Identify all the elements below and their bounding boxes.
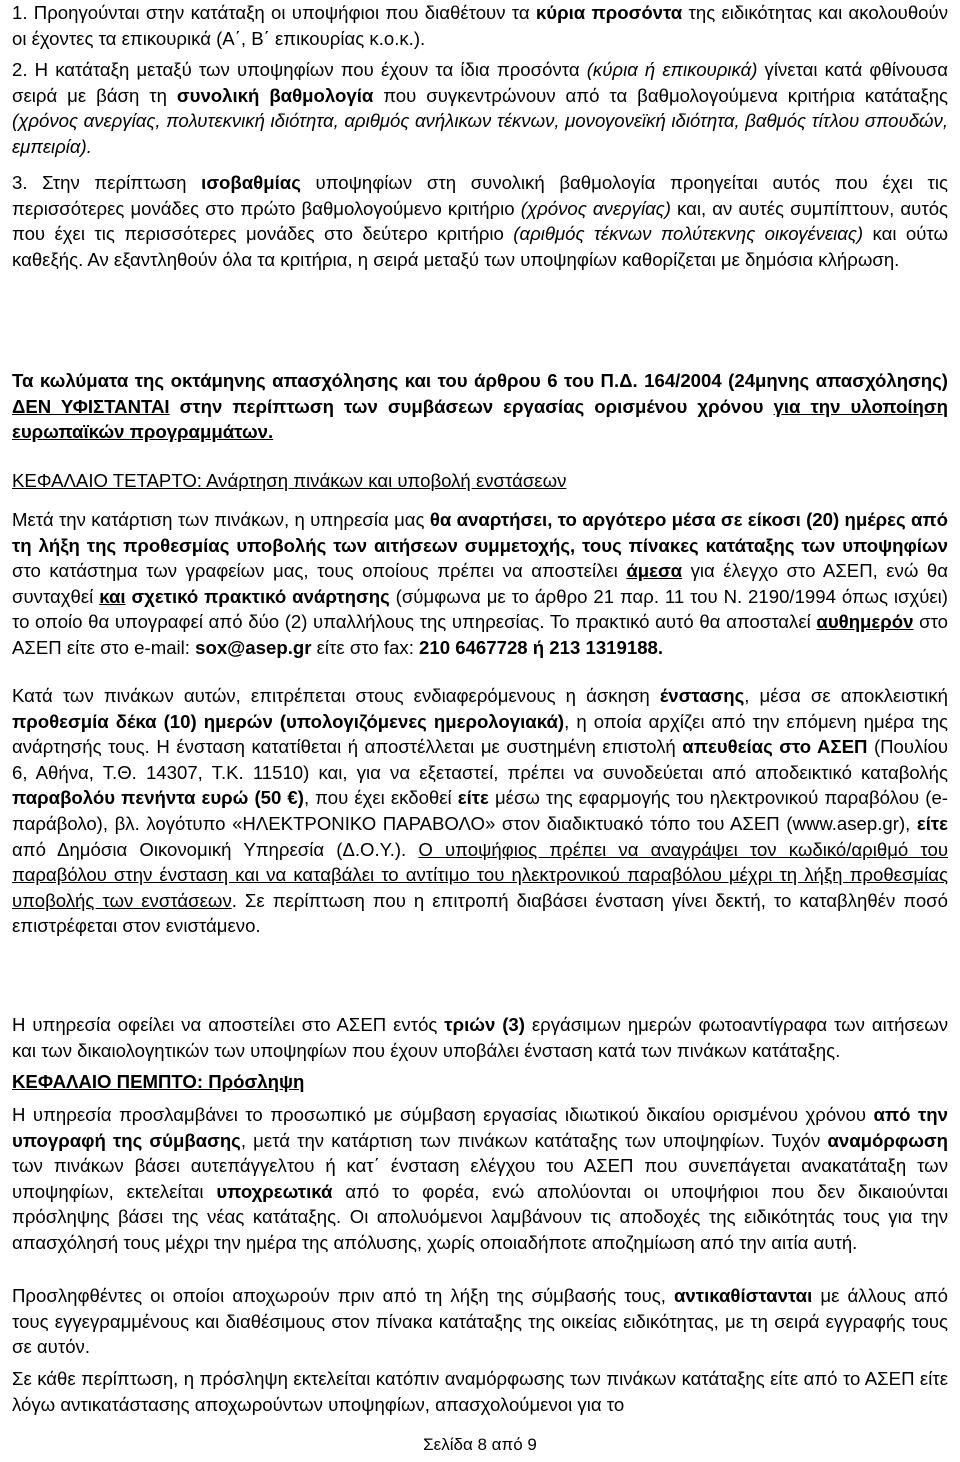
emphasis-main-qualifications: κύρια προσόντα	[535, 2, 683, 23]
fax-numbers: 210 6467728 ή 213 1319188.	[419, 636, 664, 658]
emphasis-tie: ισοβαθμίας	[201, 172, 301, 193]
paragraph-ranking-1: 1. Προηγούνται στην κατάταξη οι υποψήφιοι που διαθέτουν τα κύρια προσόντα της ειδικότητας και ακολουθούν οι έχοντες τα επικουρικά (Α΄, Β΄ επικουρίας κ.ο.κ.).	[12, 2, 948, 49]
chapter-4-paragraph-3: Η υπηρεσία οφείλει να αποστείλει στο ΑΣΕΠ εντός τριών (3) εργάσιμων ημερών φωτοαντίγραφα των αιτήσεων και των δικαιολογητικών των υποψηφίων που έχουν υποβάλει ένσταση κατά των πινάκων κατάταξης.	[12, 1014, 949, 1061]
paragraph-ranking-3: 3. Στην περίπτωση ισοβαθμίας υποψηφίων στη συνολική βαθμολογία προηγείται αυτός που έχει τις περισσότερες μονάδες στο πρώτο βαθμολογούμενο κριτήριο (χρόνος ανεργίας) και, αν αυτές συμπίπτουν, αυτός που έχει τις περισσότερες μονάδες στο δεύτερο κριτήριο (αριθμός τέκνων πολύτεκνης οικογένειας) και ούτω καθεξής. Αν εξαντληθούν όλα τα κριτήρια, η σειρά μεταξύ των υποψηφίων καθορίζεται με δημόσια κλήρωση.	[12, 172, 949, 270]
emphasis-total-score: συνολική βαθμολογία	[176, 84, 374, 106]
chapter-4-paragraph-1: Μετά την κατάρτιση των πινάκων, η υπηρεσία μας θα αναρτήσει, το αργότερο μέσα σε είκοσι (20) ημέρες από τη λήξη της προθεσμίας υποβολής των αιτήσεων συμμετοχής, τους πίνακες κατάταξης των υποψηφίων στο κατάστημα των γραφείων μας, τους οποίους πρέπει να αποστείλει άμεσα για έλεγχο στο ΑΣΕΠ, ενώ θα συνταχθεί και σχετικό πρακτικό ανάρτησης (σύμφωνα με το άρθρο 21 παρ. 11 του Ν. 2190/1994 όπως ισχύει) το οποίο θα υπογραφεί από δύο (2) υπαλλήλους της υπηρεσίας. Το πρακτικό αυτό θα αποσταλεί αυθημερόν στο ΑΣΕΠ είτε στο e-mail: sox@asep.gr είτε στο fax: 210 6467728 ή 213 1319188.	[12, 509, 948, 658]
chapter-5-paragraph-1: Η υπηρεσία προσλαμβάνει το προσωπικό με σύμβαση εργασίας ιδιωτικού δικαίου ορισμένου χρόνου από την υπογραφή της σύμβασης, μετά την κατάρτιση των πινάκων κατάταξης των υποψηφίων. Τυχόν αναμόρφωση των πινάκων βάσει αυτεπάγγελτου ή κατ΄ ένσταση ελέγχου του ΑΣΕΠ που συνεπάγεται ανακατάταξη των υποψηφίων, εκτελείται υποχρεωτικά από το φορέα, ενώ απολύονται οι υποψήφιοι που δεν δικαιούνται πρόσληψης βάσει της νέας κατάταξης. Οι απολυόμενοι λαμβάνουν τις αποδοχές της ειδικότητάς τους για την απασχόλησή τους μέχρι την ημέρα της απόλυσης, χωρίς οποιαδήποτε αποζημίωση από την αιτία αυτή.	[12, 1104, 949, 1253]
paragraph-ranking-2: 2. Η κατάταξη μεταξύ των υποψηφίων που έχουν τα ίδια προσόντα (κύρια ή επικουρικά) γίνεται κατά φθίνουσα σειρά με βάση τη συνολική βαθμολογία που συγκεντρώνουν από τα βαθμολογούμενα κριτήρια κατάταξης (χρόνος ανεργίας, πολυτεκνική ιδιότητα, αριθμός ανήλικων τέκνων, μονογονεϊκή ιδιότητα, βαθμός τίτλου σπουδών, εμπειρία).	[12, 59, 948, 157]
chapter-5-paragraph-2: Προσληφθέντες οι οποίοι αποχωρούν πριν από τη λήξη της σύμβασής τους, αντικαθίστανται με άλλους από τους εγγεγραμμένους και διαθέσιμους στον πίνακα κατάταξης της οικείας ειδικότητας, με τη σειρά εγγραφής τους σε αυτόν.	[12, 1285, 948, 1358]
email-address: sox@asep.gr	[195, 636, 312, 658]
chapter-4-heading: ΚΕΦΑΛΑΙΟ ΤΕΤΑΡΤΟ: Ανάρτηση πινάκων και υποβολή ενστάσεων	[12, 470, 567, 491]
notice-european-programs: Τα κωλύματα της οκτάμηνης απασχόλησης και του άρθρου 6 του Π.Δ. 164/2004 (24μηνης απασχόλησης) ΔΕΝ ΥΦΙΣΤΑΝΤΑΙ στην περίπτωση των συμβάσεων εργασίας ορισμένου χρόνου για την υλοποίηση ευρωπαϊκών προγραμμάτων.	[12, 370, 948, 443]
page-number: Σελίδα 8 από 9	[423, 1435, 537, 1454]
chapter-5-paragraph-3: Σε κάθε περίπτωση, η πρόσληψη εκτελείται κατόπιν αναμόρφωσης των πινάκων κατάταξης είτε από το ΑΣΕΠ είτε λόγω αντικατάστασης αποχωρούντων υποψηφίων, απασχολούμενοι για το	[12, 1368, 948, 1415]
chapter-5-heading: ΚΕΦΑΛΑΙΟ ΠΕΜΠΤΟ: Πρόσληψη	[12, 1071, 305, 1092]
chapter-4-paragraph-2: Κατά των πινάκων αυτών, επιτρέπεται στους ενδιαφερόμενους η άσκηση ένστασης, μέσα σε αποκλειστική προθεσμία δέκα (10) ημερών (υπολογιζόμενες ημερολογιακά), η οποία αρχίζει από την επόμενη ημέρα της ανάρτησής τους. Η ένσταση κατατίθεται ή αποστέλλεται με συστημένη επιστολή απευθείας στο ΑΣΕΠ (Πουλίου 6, Αθήνα, Τ.Θ. 14307, Τ.Κ. 11510) και, για να εξεταστεί, πρέπει να συνοδεύεται από αποδεικτικό καταβολής παραβολόυ πενήντα ευρώ (50 €), που έχει εκδοθεί είτε μέσω της εφαρμογής του ηλεκτρονικού παραβόλου (e-παράβολο), βλ. λογότυπο «ΗΛΕΚΤΡΟΝΙΚΟ ΠΑΡΑΒΟΛΟ» στον διαδικτυακό τόπο του ΑΣΕΠ (www.asep.gr), είτε από Δημόσια Οικονομική Υπηρεσία (Δ.Ο.Υ.). Ο υποψήφιος πρέπει να αναγράψει τον κωδικό/αριθμό του παραβόλου στην ένσταση και να καταβάλει το αντίτιμο του ηλεκτρονικού παραβόλου μέχρι τη λήξη προθεσμίας υποβολής των ενστάσεων. Σε περίπτωση που η επιτροπή διαβάσει ένσταση γίνει δεκτή, το καταβληθέν ποσό επιστρέφεται στον ενιστάμενο.	[12, 685, 949, 937]
